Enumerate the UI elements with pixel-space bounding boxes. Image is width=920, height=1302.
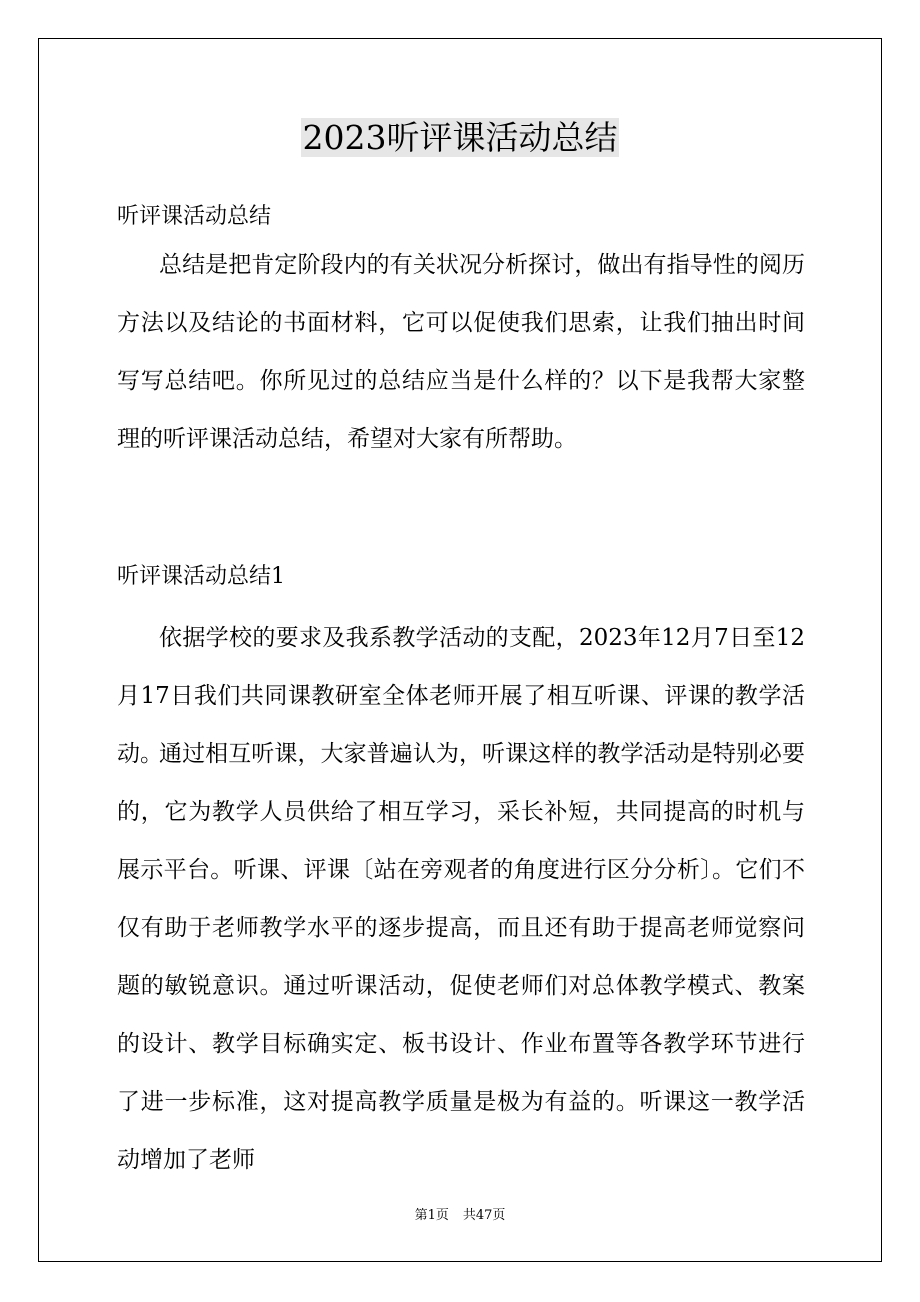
- page-number: 第1页: [414, 1208, 449, 1223]
- page-total: 共47页: [462, 1208, 506, 1223]
- document-title: [0, 114, 920, 162]
- page-footer: [0, 1207, 920, 1225]
- intro-paragraph: 总结是把肯定阶段内的有关状况分析探讨，做出有指导性的阅历方法以及结论的书面材料，它可以促使我们思索，让我们抽出时间写写总结吧。你所见过的总结应当是什么样的？以下是我帮大家整理的听评课活动总结，希望对大家有所帮助。: [117, 252, 805, 452]
- body-paragraph-1: 依据学校的要求及我系教学活动的支配，2023年12月7日至12月17日我们共同课教研室全体老师开展了相互听课、评课的教学活动。: [117, 625, 805, 767]
- document-subtitle: 听评课活动总结: [117, 204, 272, 229]
- body-paragraph-2: 通过相互听课，大家普遍认为，听课这样的教学活动是特别必要的，它为教学人员供给了相互学习，采长补短，共同提高的时机与展示平台。听课、评课〔站在旁观者的角度进行区分分析〕。它们不仅有助于老师教学水平的逐步提高，而且还有助于提高老师觉察问题的敏锐意识。通过听课活动，促使老师们对总体教学模式、教案的设计、教学目标确实定、板书设计、作业布置等各教学环节进行了进一步标准，这对提高教学质量是极为有益的。听课这一教学活动增加了老师: [117, 741, 805, 1173]
- document-title-text: 2023听评课活动总结: [302, 118, 618, 157]
- section-heading: 听评课活动总结1: [117, 564, 285, 589]
